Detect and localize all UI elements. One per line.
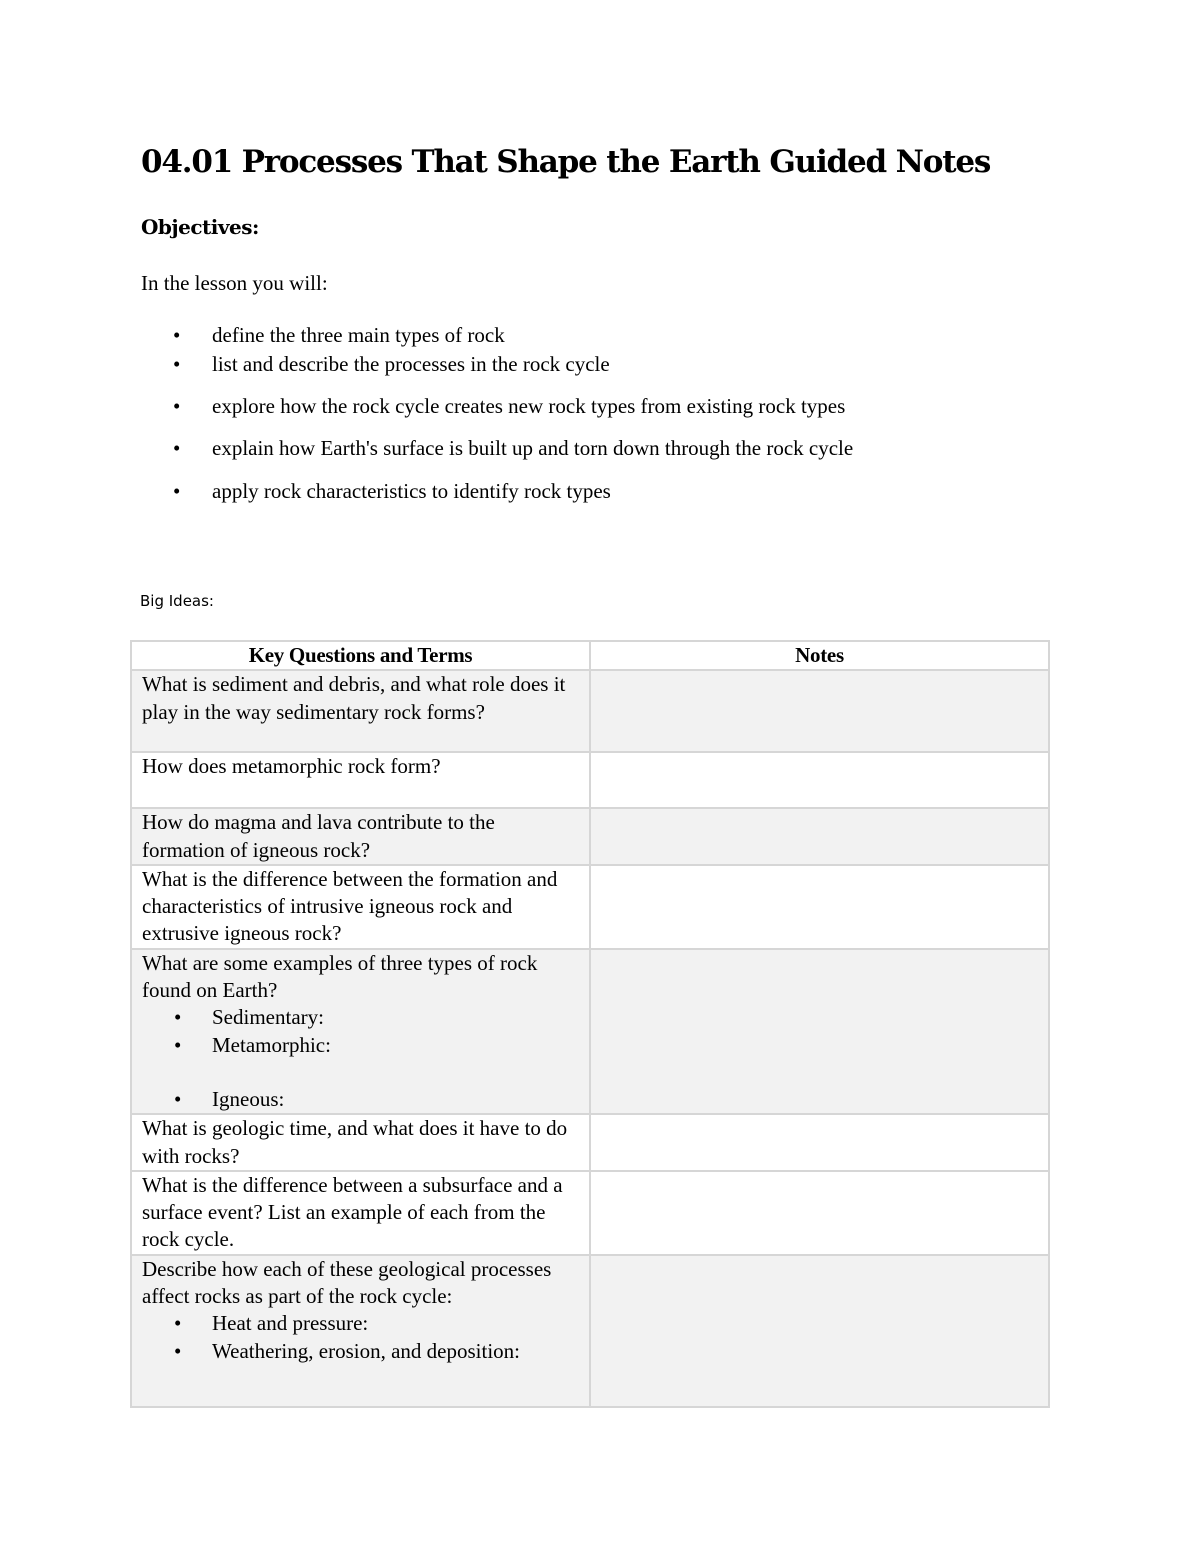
- sub-item-text: Igneous:: [212, 1086, 285, 1111]
- bullet-icon: •: [174, 1005, 182, 1030]
- bullet-icon: •: [174, 1311, 182, 1336]
- sub-list-item: [142, 1004, 579, 1031]
- question-cell: What is the difference between a subsurface and a surface event? List an example of each from the rock cycle.: [131, 1171, 590, 1255]
- table-row: [131, 1255, 1049, 1407]
- column-header-notes: Notes: [590, 641, 1049, 670]
- bullet-icon: •: [174, 1086, 182, 1111]
- objective-text: apply rock characteristics to identify rock types: [212, 479, 611, 503]
- notes-cell[interactable]: [590, 949, 1049, 1114]
- sub-list-item: [142, 1086, 579, 1113]
- sub-item-text: Metamorphic:: [212, 1032, 331, 1057]
- sub-list: [142, 1004, 579, 1113]
- column-header-questions: Key Questions and Terms: [131, 641, 590, 670]
- sub-item-text: Heat and pressure:: [212, 1311, 369, 1336]
- notes-cell[interactable]: [590, 1171, 1049, 1255]
- table-row: [131, 752, 1049, 808]
- objectives-heading: Objectives:: [141, 215, 259, 239]
- table-header-row: [131, 641, 1049, 670]
- bullet-icon: •: [173, 352, 181, 376]
- question-cell: [131, 949, 590, 1114]
- page-title: 04.01 Processes That Shape the Earth Guided Notes: [141, 144, 991, 180]
- question-cell: What is geologic time, and what does it have to do with rocks?: [131, 1114, 590, 1171]
- notes-cell[interactable]: [590, 808, 1049, 865]
- sub-list-item: [142, 1032, 579, 1059]
- question-cell: [131, 1255, 590, 1407]
- big-ideas-label: Big Ideas:: [140, 592, 214, 610]
- question-text: What are some examples of three types of rock found on Earth?: [142, 950, 538, 1003]
- notes-cell[interactable]: [590, 670, 1049, 752]
- bullet-icon: •: [173, 479, 181, 503]
- sub-list-spacer: [142, 1059, 579, 1086]
- question-cell: What is sediment and debris, and what role does it play in the way sedimentary rock forms?: [131, 670, 590, 752]
- sub-item-text: Weathering, erosion, and deposition:: [212, 1338, 520, 1363]
- table-row: [131, 1114, 1049, 1171]
- bullet-icon: •: [174, 1338, 182, 1363]
- objective-text: explore how the rock cycle creates new rock types from existing rock types: [212, 394, 846, 418]
- table-row: [131, 865, 1049, 949]
- notes-cell[interactable]: [590, 1255, 1049, 1407]
- table-row: [131, 1171, 1049, 1255]
- sub-list: [142, 1310, 579, 1365]
- objective-text: explain how Earth's surface is built up and torn down through the rock cycle: [212, 436, 854, 460]
- objectives-intro: In the lesson you will:: [141, 271, 328, 295]
- table-row: [131, 670, 1049, 752]
- notes-cell[interactable]: [590, 865, 1049, 949]
- bullet-icon: •: [173, 394, 181, 418]
- objective-text: list and describe the processes in the rock cycle: [212, 352, 610, 376]
- question-cell: What is the difference between the formation and characteristics of intrusive igneous rock and extrusive igneous rock?: [131, 865, 590, 949]
- sub-item-text: Sedimentary:: [212, 1005, 324, 1030]
- sub-list-item: [142, 1310, 579, 1337]
- objective-text: define the three main types of rock: [212, 323, 505, 347]
- bullet-icon: •: [174, 1032, 182, 1057]
- question-cell: How does metamorphic rock form?: [131, 752, 590, 808]
- table-row: [131, 949, 1049, 1114]
- question-text: Describe how each of these geological processes affect rocks as part of the rock cycle:: [142, 1256, 552, 1309]
- question-cell: How do magma and lava contribute to the formation of igneous rock?: [131, 808, 590, 865]
- table-row: [131, 808, 1049, 865]
- notes-cell[interactable]: [590, 1114, 1049, 1171]
- bullet-icon: •: [173, 436, 181, 460]
- notes-cell[interactable]: [590, 752, 1049, 808]
- bullet-icon: •: [173, 323, 181, 347]
- sub-list-item: [142, 1338, 579, 1365]
- notes-table: [130, 640, 1050, 1408]
